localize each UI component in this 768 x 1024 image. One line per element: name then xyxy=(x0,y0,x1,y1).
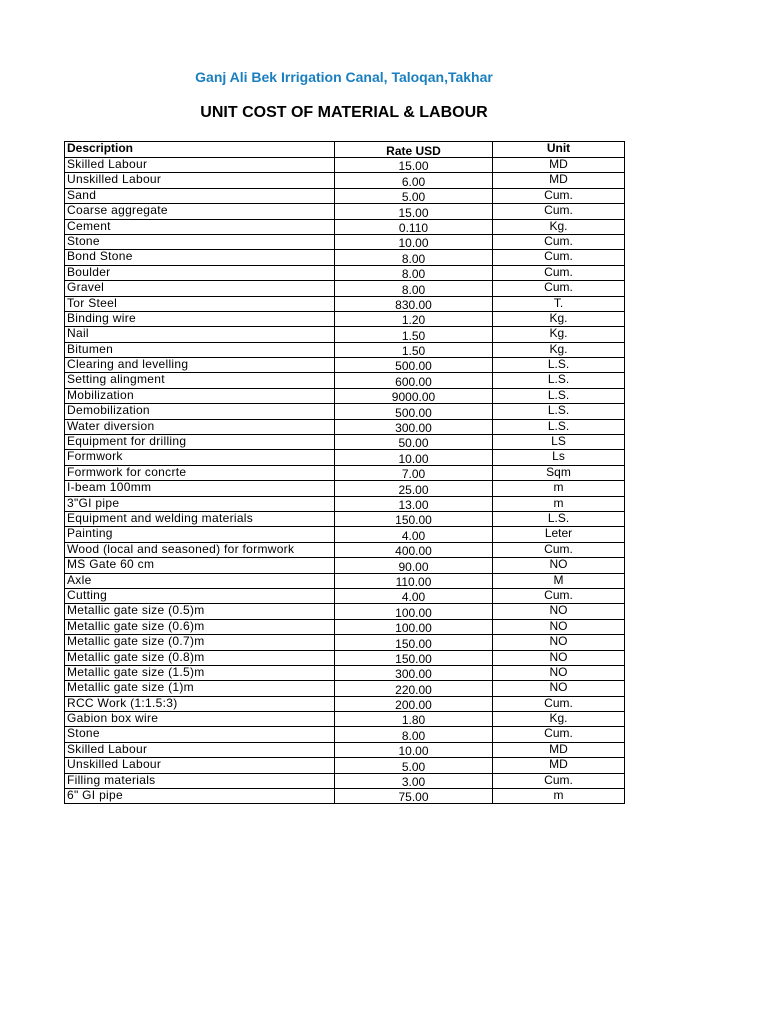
cell-rate: 13.00 xyxy=(335,496,493,511)
cell-unit: NO xyxy=(493,558,625,573)
cell-rate: 600.00 xyxy=(335,373,493,388)
cell-rate: 300.00 xyxy=(335,419,493,434)
table-row xyxy=(65,511,625,526)
cell-unit: Cum. xyxy=(493,542,625,557)
cell-unit: Cum. xyxy=(493,204,625,219)
cell-unit: NO xyxy=(493,665,625,680)
table-row xyxy=(65,373,625,388)
cell-description: Demobilization xyxy=(65,404,335,419)
table-row xyxy=(65,419,625,434)
table-row xyxy=(65,327,625,342)
table-row xyxy=(65,773,625,788)
cell-description: Metallic gate size (0.5)m xyxy=(65,604,335,619)
cell-rate: 110.00 xyxy=(335,573,493,588)
cell-rate: 150.00 xyxy=(335,635,493,650)
cell-description: Equipment and welding materials xyxy=(65,511,335,526)
cell-description: I-beam 100mm xyxy=(65,481,335,496)
table-row xyxy=(65,696,625,711)
table-row xyxy=(65,558,625,573)
cell-unit: T. xyxy=(493,296,625,311)
table-row xyxy=(65,388,625,403)
cell-unit: Kg. xyxy=(493,219,625,234)
cell-unit: Cum. xyxy=(493,773,625,788)
cell-description: Mobilization xyxy=(65,388,335,403)
table-row xyxy=(65,635,625,650)
table-row xyxy=(65,311,625,326)
cell-unit: MD xyxy=(493,158,625,173)
cell-unit: MD xyxy=(493,173,625,188)
cell-unit: Kg. xyxy=(493,342,625,357)
cell-unit: Sqm xyxy=(493,465,625,480)
cell-rate: 150.00 xyxy=(335,650,493,665)
table-row xyxy=(65,681,625,696)
cell-unit: L.S. xyxy=(493,419,625,434)
cell-rate: 75.00 xyxy=(335,789,493,804)
table-row xyxy=(65,358,625,373)
cell-unit: NO xyxy=(493,650,625,665)
cell-unit: Cum. xyxy=(493,727,625,742)
cell-rate: 1.50 xyxy=(335,327,493,342)
table-row xyxy=(65,173,625,188)
page-title: UNIT COST OF MATERIAL & LABOUR xyxy=(200,104,488,121)
table-row xyxy=(65,727,625,742)
cell-rate: 3.00 xyxy=(335,773,493,788)
cell-description: Skilled Labour xyxy=(65,742,335,757)
table-header-row xyxy=(65,142,625,158)
cell-description: Axle xyxy=(65,573,335,588)
cell-unit: Cum. xyxy=(493,281,625,296)
cell-description: RCC Work (1:1.5:3) xyxy=(65,696,335,711)
table-row xyxy=(65,204,625,219)
cell-rate: 6.00 xyxy=(335,173,493,188)
cell-rate: 5.00 xyxy=(335,188,493,203)
table-row xyxy=(65,465,625,480)
cell-description: Binding wire xyxy=(65,311,335,326)
cell-description: Metallic gate size (1)m xyxy=(65,681,335,696)
table-row xyxy=(65,742,625,757)
cell-description: Clearing and levelling xyxy=(65,358,335,373)
unit-cost-table xyxy=(64,141,625,804)
cell-description: Stone xyxy=(65,727,335,742)
cell-description: 3"GI pipe xyxy=(65,496,335,511)
cell-unit: M xyxy=(493,573,625,588)
cell-unit: Ls xyxy=(493,450,625,465)
cell-rate: 1.80 xyxy=(335,712,493,727)
table-row xyxy=(65,404,625,419)
cell-description: Formwork for concrte xyxy=(65,465,335,480)
table-row xyxy=(65,158,625,173)
cell-rate: 10.00 xyxy=(335,450,493,465)
cell-rate: 1.20 xyxy=(335,311,493,326)
cell-description: Equipment for drilling xyxy=(65,435,335,450)
cell-rate: 10.00 xyxy=(335,234,493,249)
cell-unit: L.S. xyxy=(493,358,625,373)
table-row xyxy=(65,527,625,542)
table-row xyxy=(65,542,625,557)
cell-unit: Cum. xyxy=(493,265,625,280)
cell-description: Gravel xyxy=(65,281,335,296)
cell-rate: 25.00 xyxy=(335,481,493,496)
cell-unit: L.S. xyxy=(493,388,625,403)
table-row xyxy=(65,250,625,265)
table-row xyxy=(65,234,625,249)
cell-rate: 100.00 xyxy=(335,604,493,619)
cell-rate: 500.00 xyxy=(335,358,493,373)
cell-rate: 8.00 xyxy=(335,727,493,742)
cell-description: Water diversion xyxy=(65,419,335,434)
cell-rate: 5.00 xyxy=(335,758,493,773)
cell-description: Setting alingment xyxy=(65,373,335,388)
table-row xyxy=(65,342,625,357)
cell-description: Metallic gate size (0.6)m xyxy=(65,619,335,634)
cell-unit: Cum. xyxy=(493,188,625,203)
cell-rate: 830.00 xyxy=(335,296,493,311)
table-body xyxy=(65,158,625,804)
cell-description: Tor Steel xyxy=(65,296,335,311)
cell-unit: Cum. xyxy=(493,234,625,249)
table-row xyxy=(65,588,625,603)
cell-rate: 150.00 xyxy=(335,511,493,526)
cell-unit: NO xyxy=(493,681,625,696)
table-row xyxy=(65,665,625,680)
table-row xyxy=(65,650,625,665)
cell-rate: 8.00 xyxy=(335,250,493,265)
cell-description: Painting xyxy=(65,527,335,542)
cell-description: Bitumen xyxy=(65,342,335,357)
cell-rate: 90.00 xyxy=(335,558,493,573)
cell-description: Formwork xyxy=(65,450,335,465)
cell-rate: 15.00 xyxy=(335,204,493,219)
cell-unit: m xyxy=(493,789,625,804)
cell-unit: m xyxy=(493,496,625,511)
cell-unit: NO xyxy=(493,604,625,619)
table-row xyxy=(65,481,625,496)
cell-unit: m xyxy=(493,481,625,496)
cell-description: Gabion box wire xyxy=(65,712,335,727)
column-header-unit: Unit xyxy=(493,142,625,158)
cell-unit: NO xyxy=(493,619,625,634)
cell-unit: L.S. xyxy=(493,404,625,419)
cell-description: Sand xyxy=(65,188,335,203)
cell-rate: 10.00 xyxy=(335,742,493,757)
table-row xyxy=(65,496,625,511)
cell-unit: L.S. xyxy=(493,373,625,388)
cell-rate: 15.00 xyxy=(335,158,493,173)
table-row xyxy=(65,758,625,773)
cell-description: Metallic gate size (0.7)m xyxy=(65,635,335,650)
table-row xyxy=(65,604,625,619)
cell-rate: 1.50 xyxy=(335,342,493,357)
cell-description: Boulder xyxy=(65,265,335,280)
table-row xyxy=(65,296,625,311)
cell-unit: Kg. xyxy=(493,311,625,326)
table-row xyxy=(65,712,625,727)
cell-rate: 4.00 xyxy=(335,588,493,603)
cell-unit: Cum. xyxy=(493,696,625,711)
cell-description: Bond Stone xyxy=(65,250,335,265)
cell-rate: 500.00 xyxy=(335,404,493,419)
cell-rate: 4.00 xyxy=(335,527,493,542)
cell-description: Wood (local and seasoned) for formwork xyxy=(65,542,335,557)
cell-description: Metallic gate size (0.8)m xyxy=(65,650,335,665)
table-row xyxy=(65,188,625,203)
table-row xyxy=(65,435,625,450)
cell-description: Cutting xyxy=(65,588,335,603)
cell-rate: 50.00 xyxy=(335,435,493,450)
cell-unit: Cum. xyxy=(493,250,625,265)
table-row xyxy=(65,265,625,280)
project-title: Ganj Ali Bek Irrigation Canal, Taloqan,Takhar xyxy=(195,69,493,85)
cell-description: Stone xyxy=(65,234,335,249)
cell-description: Cement xyxy=(65,219,335,234)
table-row xyxy=(65,281,625,296)
cell-description: 6" GI pipe xyxy=(65,789,335,804)
cell-rate: 100.00 xyxy=(335,619,493,634)
cell-rate: 220.00 xyxy=(335,681,493,696)
cell-description: Unskilled Labour xyxy=(65,173,335,188)
cell-rate: 8.00 xyxy=(335,265,493,280)
cell-description: Filling materials xyxy=(65,773,335,788)
cell-description: Nail xyxy=(65,327,335,342)
cell-unit: Kg. xyxy=(493,712,625,727)
table-row xyxy=(65,789,625,804)
cell-description: Unskilled Labour xyxy=(65,758,335,773)
cell-unit: MD xyxy=(493,758,625,773)
table-row xyxy=(65,450,625,465)
table-row xyxy=(65,219,625,234)
table-row xyxy=(65,619,625,634)
cell-rate: 200.00 xyxy=(335,696,493,711)
cell-unit: L.S. xyxy=(493,511,625,526)
column-header-rate: Rate USD xyxy=(335,142,493,158)
cell-description: MS Gate 60 cm xyxy=(65,558,335,573)
cell-rate: 400.00 xyxy=(335,542,493,557)
cell-unit: MD xyxy=(493,742,625,757)
cell-unit: NO xyxy=(493,635,625,650)
cell-rate: 0.110 xyxy=(335,219,493,234)
cell-rate: 9000.00 xyxy=(335,388,493,403)
cell-rate: 8.00 xyxy=(335,281,493,296)
column-header-description: Description xyxy=(65,142,335,158)
cell-description: Coarse aggregate xyxy=(65,204,335,219)
cell-unit: Kg. xyxy=(493,327,625,342)
cell-description: Metallic gate size (1.5)m xyxy=(65,665,335,680)
table-row xyxy=(65,573,625,588)
cell-unit: Cum. xyxy=(493,588,625,603)
cell-unit: LS xyxy=(493,435,625,450)
cell-unit: Leter xyxy=(493,527,625,542)
cell-rate: 7.00 xyxy=(335,465,493,480)
cell-description: Skilled Labour xyxy=(65,158,335,173)
cell-rate: 300.00 xyxy=(335,665,493,680)
